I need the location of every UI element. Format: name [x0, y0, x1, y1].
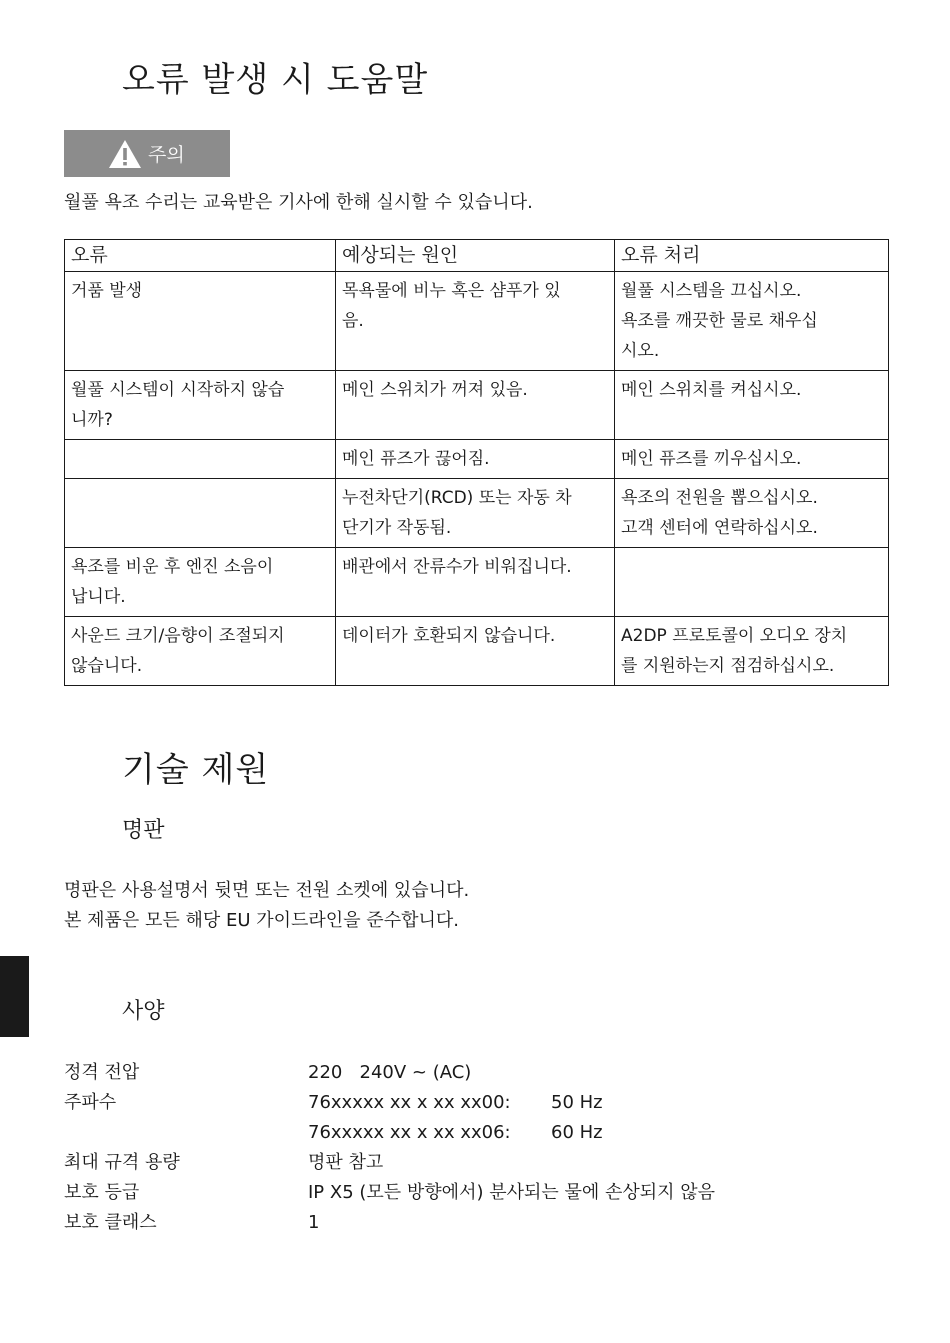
spec-row-protection-class — [64, 1208, 715, 1238]
spec-label: 정격 전압 — [64, 1062, 140, 1083]
table-row — [65, 479, 889, 548]
cell-error — [65, 440, 336, 479]
specification-heading: 사양 — [122, 999, 165, 1024]
side-tab — [0, 956, 29, 1037]
spec-value: 명판 참고 — [308, 1152, 384, 1173]
cell-cause: 데이터가 호환되지 않습니다. — [336, 617, 615, 686]
nameplate-line: 명판은 사용설명서 뒷면 또는 전원 소켓에 있습니다. — [64, 880, 470, 901]
table-header-row — [65, 240, 889, 272]
frequency-value: 60 Hz — [551, 1122, 603, 1143]
cell-cause: 누전차단기(RCD) 또는 자동 차 단기가 작동됨. — [336, 479, 615, 548]
table-row — [65, 440, 889, 479]
nameplate-text — [64, 876, 469, 936]
section-title: 기술 제원 — [122, 750, 270, 790]
model-code: 76xxxxx xx x xx xx06: — [308, 1122, 511, 1143]
nameplate-heading: 명판 — [122, 818, 165, 843]
model-code: 76xxxxx xx x xx xx00: — [308, 1092, 511, 1113]
cell-fix — [615, 548, 889, 617]
cell-error: 거품 발생 — [65, 272, 336, 371]
cell-error — [65, 479, 336, 548]
spec-value: 220 240V ~ (AC) — [308, 1062, 472, 1083]
warning-icon — [108, 139, 142, 169]
nameplate-line: 본 제품은 모든 해당 EU 가이드라인을 준수합니다. — [64, 910, 459, 931]
frequency-value: 50 Hz — [551, 1092, 603, 1113]
spec-value: 1 — [308, 1212, 320, 1233]
caution-text: 월풀 욕조 수리는 교육받은 기사에 한해 실시할 수 있습니다. — [64, 192, 533, 213]
cell-fix: 욕조의 전원을 뽑으십시오. 고객 센터에 연락하십시오. — [615, 479, 889, 548]
header-error: 오류 — [65, 240, 336, 272]
table-row — [65, 272, 889, 371]
caution-badge — [64, 130, 230, 177]
cell-fix: A2DP 프로토콜이 오디오 장치 를 지원하는지 점검하십시오. — [615, 617, 889, 686]
page-title: 오류 발생 시 도움말 — [122, 60, 429, 100]
spec-row-frequency — [64, 1088, 715, 1118]
cell-cause: 메인 스위치가 꺼져 있음. — [336, 371, 615, 440]
cell-fix: 메인 스위치를 켜십시오. — [615, 371, 889, 440]
spec-value — [308, 1088, 603, 1118]
spec-row-voltage — [64, 1058, 715, 1088]
spec-row-capacity — [64, 1148, 715, 1178]
header-fix: 오류 처리 — [615, 240, 889, 272]
caution-label: 주의 — [148, 144, 185, 166]
error-table — [64, 239, 889, 686]
spec-label — [64, 1118, 308, 1148]
table-row — [65, 617, 889, 686]
spec-table — [64, 1058, 715, 1238]
cell-fix: 메인 퓨즈를 끼우십시오. — [615, 440, 889, 479]
spec-value — [308, 1118, 603, 1148]
cell-fix: 월풀 시스템을 끄십시오. 욕조를 깨끗한 물로 채우십 시오. — [615, 272, 889, 371]
cell-cause: 배관에서 잔류수가 비워집니다. — [336, 548, 615, 617]
cell-cause: 메인 퓨즈가 끊어짐. — [336, 440, 615, 479]
cell-error: 월풀 시스템이 시작하지 않습 니까? — [65, 371, 336, 440]
table-row — [65, 371, 889, 440]
spec-label: 보호 등급 — [64, 1182, 140, 1203]
spec-label: 보호 클래스 — [64, 1212, 157, 1233]
cell-error: 욕조를 비운 후 엔진 소음이 납니다. — [65, 548, 336, 617]
cell-error: 사운드 크기/음향이 조절되지 않습니다. — [65, 617, 336, 686]
spec-label: 주파수 — [64, 1092, 117, 1113]
spec-row-frequency — [64, 1118, 715, 1148]
cell-cause: 목욕물에 비누 혹은 샴푸가 있 음. — [336, 272, 615, 371]
header-cause: 예상되는 원인 — [336, 240, 615, 272]
spec-row-protection-grade — [64, 1178, 715, 1208]
spec-value: IP X5 (모든 방향에서) 분사되는 물에 손상되지 않음 — [308, 1182, 716, 1203]
spec-label: 최대 규격 용량 — [64, 1152, 180, 1173]
table-row — [65, 548, 889, 617]
